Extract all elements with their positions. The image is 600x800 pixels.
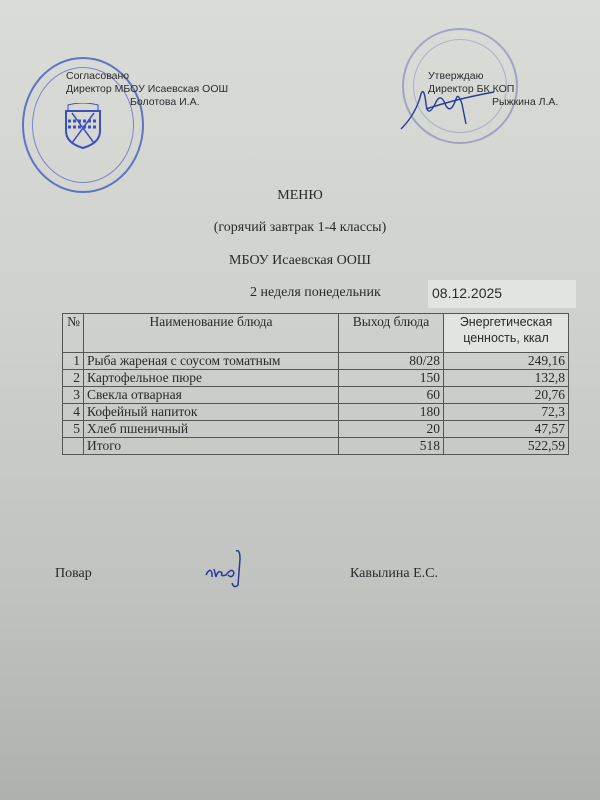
total-number [63,438,84,455]
menu-subtitle: (горячий завтрак 1-4 классы) [213,220,387,235]
total-output: 518 [339,438,444,455]
table-row [63,370,569,387]
approval-right-person: Рыжкина Л.А. [492,96,559,108]
table-total-row [63,438,569,455]
cook-signature-icon [204,547,254,589]
coat-of-arms-icon [64,103,102,149]
column-header-energy: Энергетическая ценность, ккал [444,314,569,353]
dish-kcal: 249,16 [444,353,569,370]
dish-kcal: 132,8 [444,370,569,387]
column-header-dish: Наименование блюда [84,314,339,353]
approval-right [428,70,558,109]
approval-left-status: Согласовано [66,70,130,82]
approval-right-status: Утверждаю [428,70,484,82]
dish-kcal: 20,76 [444,387,569,404]
row-number: 5 [63,421,84,438]
dish-kcal: 47,57 [444,421,569,438]
dish-output: 20 [339,421,444,438]
approval-left [66,70,228,109]
row-number: 4 [63,404,84,421]
table-row [63,387,569,404]
menu-table [62,313,569,455]
dish-output: 80/28 [339,353,444,370]
table-row [63,353,569,370]
dish-name: Свекла отварная [84,387,339,404]
column-header-output: Выход блюда [339,314,444,353]
dish-name: Кофейный напиток [84,404,339,421]
row-number: 1 [63,353,84,370]
table-row [63,421,569,438]
dish-output: 150 [339,370,444,387]
table-row [63,404,569,421]
menu-date: 08.12.2025 [428,280,576,308]
school-name: МБОУ Исаевская ООШ [229,253,371,268]
dish-name: Картофельное пюре [84,370,339,387]
approval-left-person: Болотова И.А. [130,96,200,108]
week-day: 2 неделя понедельник [250,285,381,300]
column-header-number: № [63,314,84,353]
row-number: 2 [63,370,84,387]
dish-name: Рыба жареная с соусом томатным [84,353,339,370]
dish-output: 180 [339,404,444,421]
dish-name: Хлеб пшеничный [84,421,339,438]
total-label: Итого [84,438,339,455]
cook-role: Повар [55,566,92,581]
approval-left-position: Директор МБОУ Исаевская ООШ [66,83,229,95]
total-kcal: 522,59 [444,438,569,455]
menu-title: МЕНЮ [277,188,323,203]
dish-output: 60 [339,387,444,404]
cook-name: Кавылина Е.С. [350,566,438,581]
dish-kcal: 72,3 [444,404,569,421]
row-number: 3 [63,387,84,404]
table-header-row [63,314,569,353]
approval-right-position: Директор БК КОП [428,83,515,95]
